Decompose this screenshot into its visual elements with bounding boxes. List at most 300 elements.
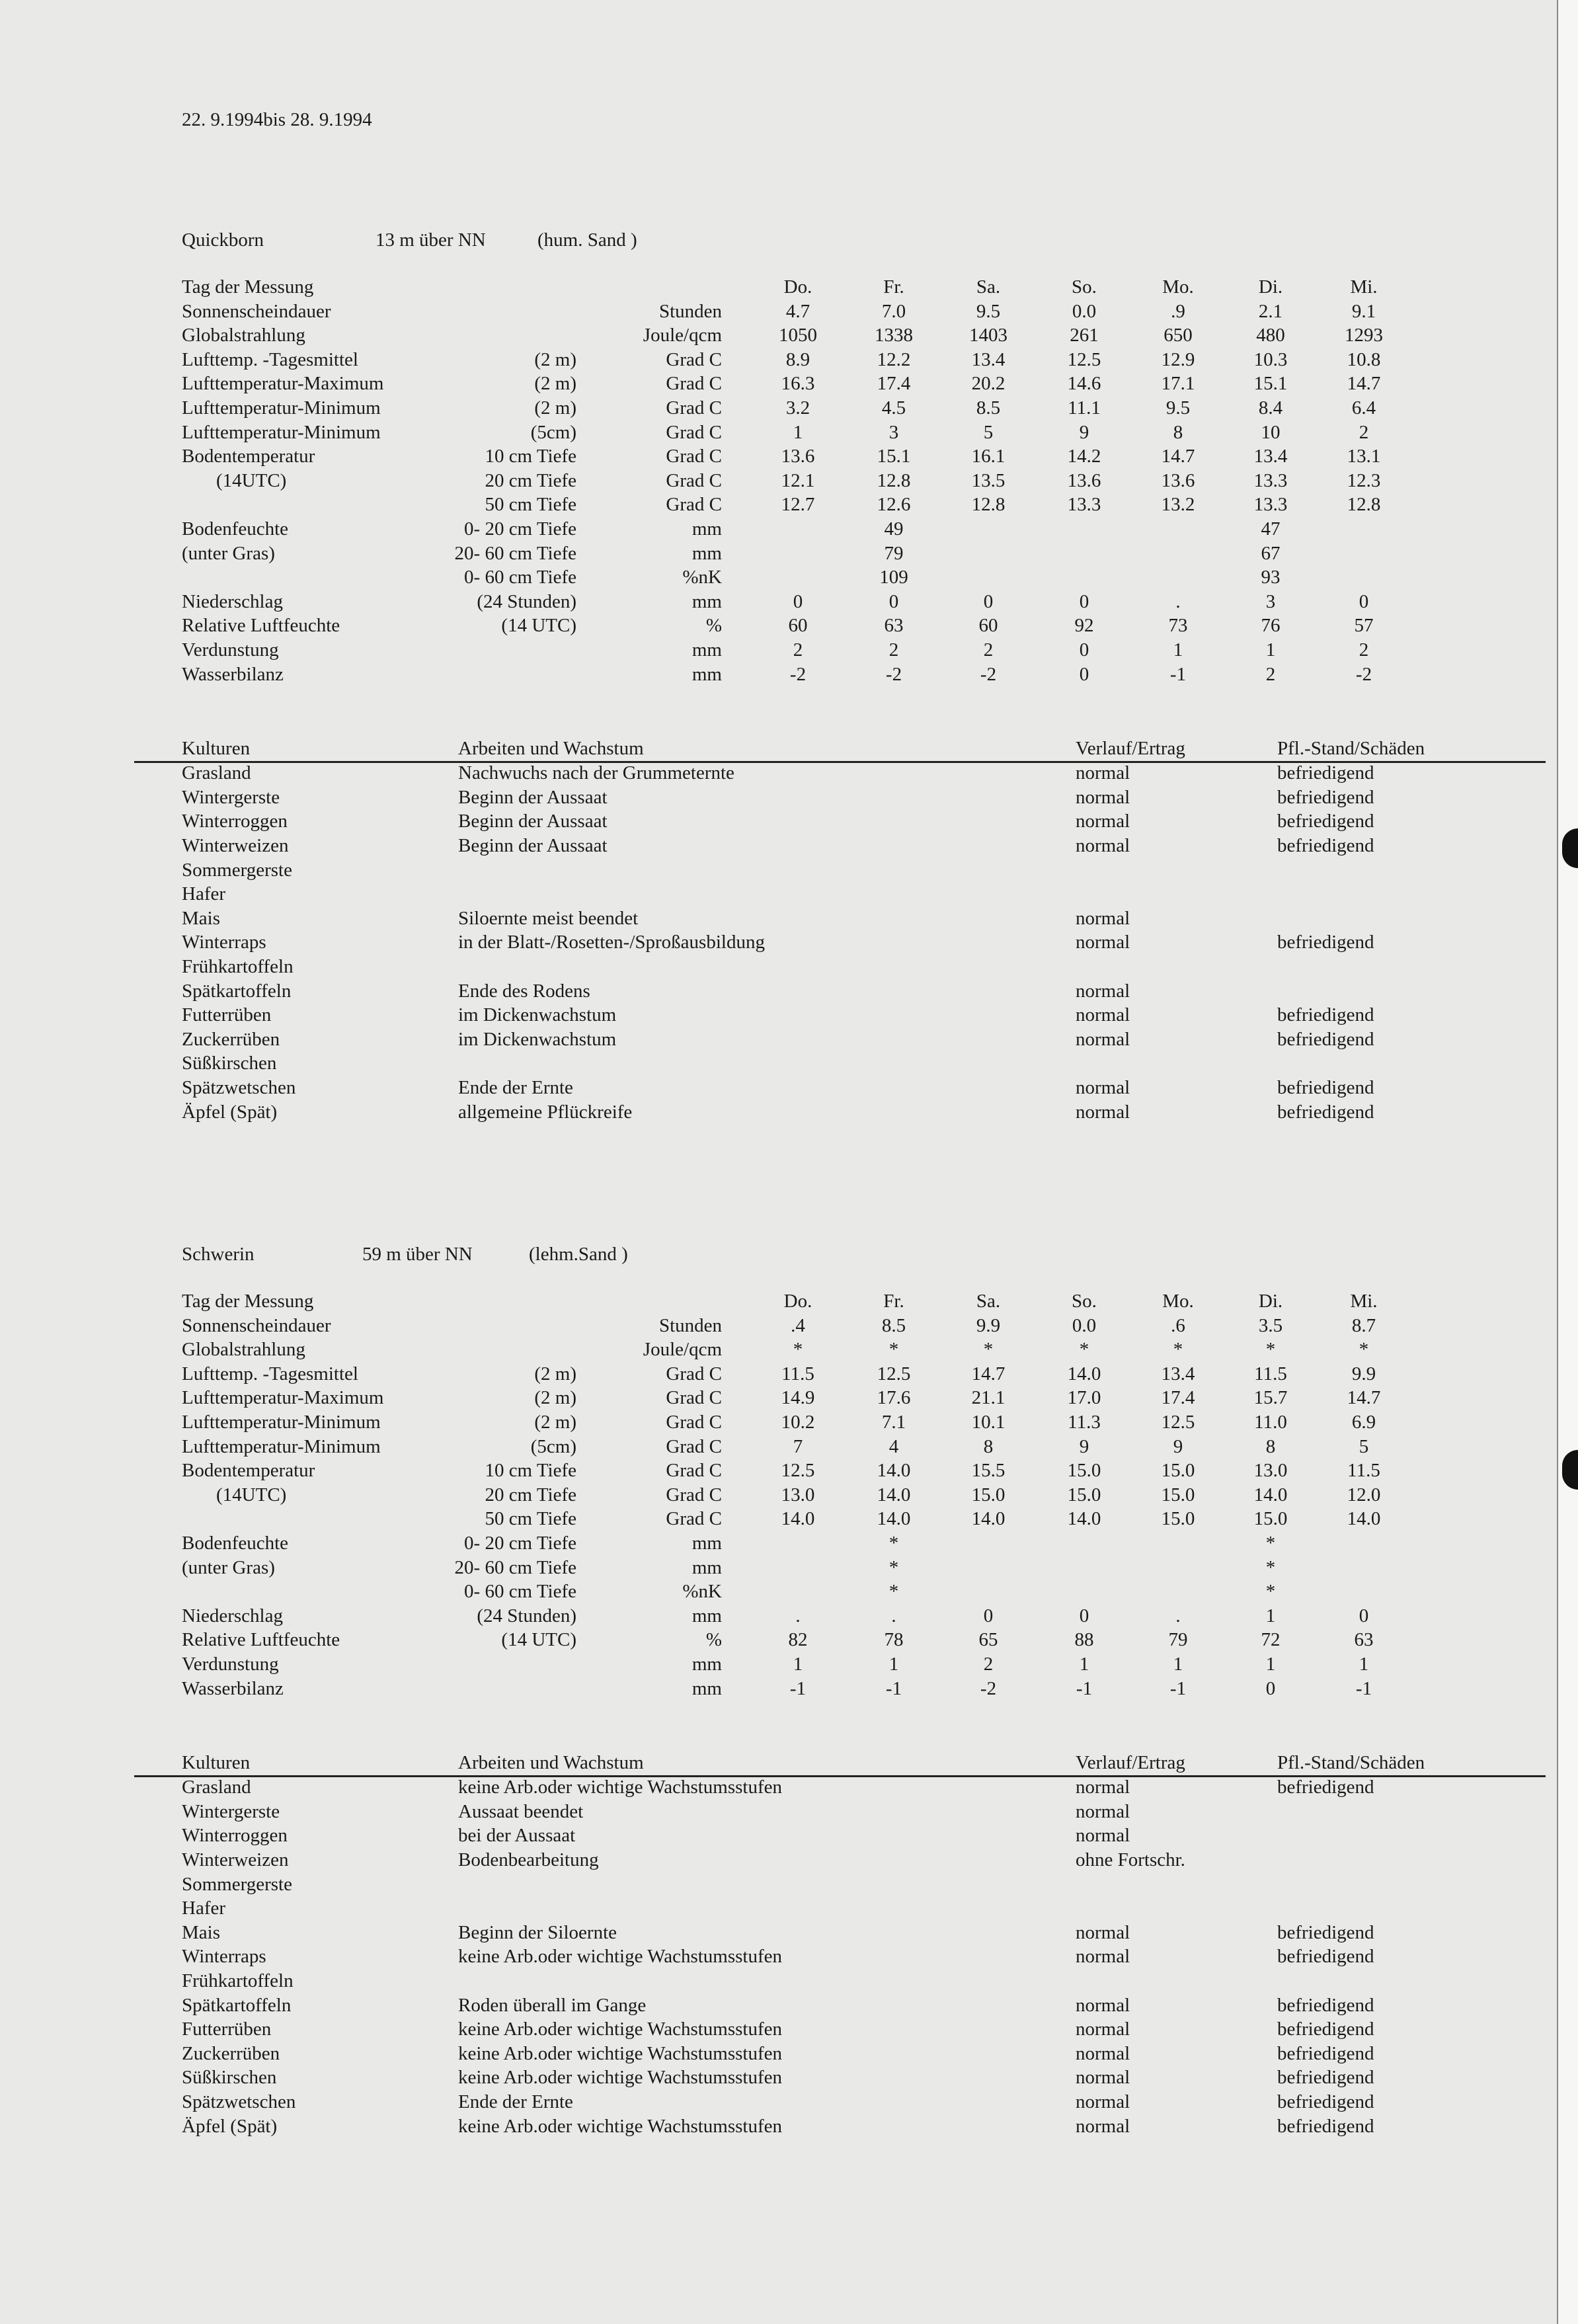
measure-value: 0 <box>983 590 994 612</box>
measure-value: -1 <box>789 1677 807 1699</box>
measure-value: 0 <box>1359 590 1369 612</box>
crop-condition: befriedigend <box>1277 811 1374 832</box>
measure-value: 9 <box>1079 1435 1089 1457</box>
measure-value: 79 <box>1168 1629 1188 1651</box>
measure-unit: %nK <box>682 567 722 588</box>
measure-qualifier: 10 cm Tiefe <box>485 1460 576 1482</box>
crop-progress: normal <box>1076 1004 1130 1026</box>
crop-activity: im Dickenwachstum <box>458 1028 617 1050</box>
crop-activity: keine Arb.oder wichtige Wachstumsstufen <box>458 2067 783 2089</box>
crop-name: Sommergerste <box>182 859 292 881</box>
measure-value: 1293 <box>1345 325 1383 346</box>
measure-value: 12.8 <box>971 494 1006 516</box>
measure-value: 9 <box>1173 1435 1183 1457</box>
measure-value: 16.3 <box>781 373 815 395</box>
measure-unit: Grad C <box>666 397 722 419</box>
measure-qualifier: 20 cm Tiefe <box>485 1484 576 1505</box>
station-soil: (hum. Sand ) <box>537 229 637 251</box>
measure-label: Tag der Messung <box>182 1291 314 1312</box>
measure-value: 1 <box>888 1654 899 1675</box>
measure-label: Niederschlag <box>182 590 283 612</box>
measure-value: 13.3 <box>1067 494 1101 516</box>
crop-col-header: Verlauf/Ertrag <box>1076 1752 1185 1774</box>
measure-label: Sonnenscheindauer <box>182 300 331 322</box>
measure-value: 9.5 <box>1165 397 1191 419</box>
crop-condition: befriedigend <box>1277 1101 1374 1123</box>
measure-value: 12.5 <box>1067 348 1101 370</box>
measure-unit: Grad C <box>666 446 722 467</box>
crop-activity: Ende der Ernte <box>458 2091 573 2112</box>
measure-value: 109 <box>879 567 908 588</box>
measure-value: -1 <box>885 1677 902 1699</box>
measure-unit: Joule/qcm <box>643 1339 722 1361</box>
day-header: So. <box>1072 1291 1097 1312</box>
measure-value: * <box>1265 1556 1276 1578</box>
crop-activity: in der Blatt-/Rosetten-/Sproßausbildung <box>458 932 765 953</box>
measure-label: Relative Luftfeuchte <box>182 615 340 637</box>
measure-value: 9.1 <box>1351 300 1376 322</box>
measure-value: 13.4 <box>971 348 1006 370</box>
day-header: Mi. <box>1350 276 1378 298</box>
measure-value: * <box>793 1339 803 1361</box>
measure-value: 2 <box>1359 421 1369 443</box>
measure-value: 15.0 <box>971 1484 1006 1505</box>
measure-value: 0 <box>1359 1605 1369 1626</box>
measure-value: 13.1 <box>1347 446 1381 467</box>
measure-label: Lufttemp. -Tagesmittel <box>182 348 358 370</box>
measure-value: 12.8 <box>877 469 911 491</box>
measure-value: 3 <box>888 421 899 443</box>
crop-condition: befriedigend <box>1277 2115 1374 2137</box>
measure-unit: % <box>705 615 722 637</box>
crop-activity: Beginn der Aussaat <box>458 811 608 832</box>
crop-name: Winterweizen <box>182 835 289 856</box>
measure-value: 12.6 <box>877 494 911 516</box>
measure-value: 14.9 <box>781 1387 815 1409</box>
measure-label: Lufttemperatur-Minimum <box>182 397 381 419</box>
measure-unit: Joule/qcm <box>643 325 722 346</box>
measure-value: 93 <box>1261 567 1281 588</box>
measure-value: 9.9 <box>1351 1363 1376 1384</box>
measure-value: 73 <box>1168 615 1188 637</box>
measure-value: 10.3 <box>1253 348 1288 370</box>
crop-condition: befriedigend <box>1277 1994 1374 2016</box>
crop-condition: befriedigend <box>1277 786 1374 808</box>
measure-qualifier: (2 m) <box>534 348 576 370</box>
measure-value: 2 <box>983 1654 994 1675</box>
measure-value: 11.3 <box>1068 1412 1101 1433</box>
station-elevation: 13 m über NN <box>375 229 486 251</box>
crop-progress: normal <box>1076 1800 1130 1822</box>
measure-qualifier: (2 m) <box>534 1363 576 1384</box>
measure-value: 4.7 <box>785 300 810 322</box>
measure-label: (unter Gras) <box>182 542 275 564</box>
crop-name: Winterraps <box>182 932 266 953</box>
measure-value: 0.0 <box>1072 1314 1097 1336</box>
measure-value: 13.3 <box>1253 469 1288 491</box>
station-name: Schwerin <box>182 1244 255 1265</box>
measure-value: .6 <box>1171 1314 1185 1336</box>
crop-name: Äpfel (Spät) <box>182 1101 278 1123</box>
measure-label: (unter Gras) <box>182 1556 275 1578</box>
measure-value: 15.0 <box>1067 1484 1101 1505</box>
measure-value: 13.6 <box>1161 469 1195 491</box>
measure-value: 6.9 <box>1351 1412 1376 1433</box>
measure-value: 1 <box>1173 1654 1183 1675</box>
crop-condition: befriedigend <box>1277 1077 1374 1098</box>
crop-name: Futterrüben <box>182 2019 272 2040</box>
crop-condition: befriedigend <box>1277 762 1374 784</box>
measure-value: 10 <box>1261 421 1281 443</box>
measure-value: 13.0 <box>1253 1460 1288 1482</box>
measure-value: 14.0 <box>1067 1363 1101 1384</box>
measure-value: 12.1 <box>781 469 815 491</box>
measure-unit: Grad C <box>666 1484 722 1505</box>
crop-progress: normal <box>1076 2091 1130 2112</box>
measure-value: 9.9 <box>976 1314 1001 1336</box>
measure-value: . <box>1175 590 1181 612</box>
measure-value: -1 <box>1076 1677 1093 1699</box>
measure-value: 14.0 <box>1067 1508 1101 1530</box>
measure-label: Lufttemperatur-Maximum <box>182 1387 384 1409</box>
measure-unit: mm <box>691 639 722 661</box>
day-header: Di. <box>1258 276 1283 298</box>
crop-condition: befriedigend <box>1277 2091 1374 2112</box>
crop-activity: Siloernte meist beendet <box>458 907 639 929</box>
crop-condition: befriedigend <box>1277 2067 1374 2089</box>
crop-progress: normal <box>1076 1077 1130 1098</box>
measure-unit: Grad C <box>666 348 722 370</box>
measure-qualifier: 0- 60 cm Tiefe <box>464 567 576 588</box>
crop-name: Spätkartoffeln <box>182 980 292 1002</box>
measure-label: Bodenfeuchte <box>182 518 289 540</box>
crop-progress: normal <box>1076 1777 1130 1798</box>
crop-progress: normal <box>1076 786 1130 808</box>
measure-value: 72 <box>1261 1629 1281 1651</box>
crop-name: Wintergerste <box>182 786 280 808</box>
measure-value: 11.1 <box>1068 397 1101 419</box>
crop-condition: befriedigend <box>1277 1921 1374 1943</box>
crop-name: Frühkartoffeln <box>182 1970 294 1991</box>
crop-name: Äpfel (Spät) <box>182 2115 278 2137</box>
measure-value: 14.7 <box>1347 373 1381 395</box>
measure-label: Bodentemperatur <box>182 1460 315 1482</box>
measure-value: -2 <box>980 1677 997 1699</box>
day-header: Sa. <box>976 276 1001 298</box>
measure-qualifier: (2 m) <box>534 373 576 395</box>
measure-value: 15.0 <box>1161 1508 1195 1530</box>
measure-unit: % <box>705 1629 722 1651</box>
measure-value: 11.5 <box>1347 1460 1380 1482</box>
station-elevation: 59 m über NN <box>362 1244 473 1265</box>
crop-activity: keine Arb.oder wichtige Wachstumsstufen <box>458 1946 783 1968</box>
measure-qualifier: 50 cm Tiefe <box>485 494 576 516</box>
measure-value: 14.6 <box>1067 373 1101 395</box>
measure-value: 0 <box>1079 663 1089 685</box>
measure-value: -2 <box>1355 663 1372 685</box>
measure-unit: mm <box>691 1677 722 1699</box>
measure-value: 12.9 <box>1161 348 1195 370</box>
crop-activity: Roden überall im Gange <box>458 1994 647 2016</box>
measure-value: 60 <box>788 615 808 637</box>
measure-value: 1403 <box>969 325 1007 346</box>
measure-value: 14.7 <box>971 1363 1006 1384</box>
measure-value: 0 <box>1079 639 1089 661</box>
crop-progress: normal <box>1076 1028 1130 1050</box>
measure-value: 1 <box>1173 639 1183 661</box>
crop-progress: normal <box>1076 980 1130 1002</box>
crop-condition: befriedigend <box>1277 932 1374 953</box>
measure-value: * <box>888 1556 899 1578</box>
crop-name: Grasland <box>182 1777 251 1798</box>
crop-name: Winterroggen <box>182 811 288 832</box>
measure-unit: mm <box>691 1556 722 1578</box>
crop-progress: normal <box>1076 762 1130 784</box>
measure-value: 11.0 <box>1254 1412 1287 1433</box>
measure-value: 12.8 <box>1347 494 1381 516</box>
measure-value: * <box>1079 1339 1089 1361</box>
measure-value: 17.4 <box>877 373 911 395</box>
crop-activity: Beginn der Siloernte <box>458 1921 617 1943</box>
measure-value: . <box>795 1605 801 1626</box>
measure-value: 12.2 <box>877 348 911 370</box>
crop-name: Winterroggen <box>182 1825 288 1847</box>
measure-value: 82 <box>788 1629 808 1651</box>
measure-value: 14.0 <box>971 1508 1006 1530</box>
crop-activity: Aussaat beendet <box>458 1800 584 1822</box>
measure-label: Relative Luftfeuchte <box>182 1629 340 1651</box>
measure-unit: Grad C <box>666 1363 722 1384</box>
crop-progress: normal <box>1076 932 1130 953</box>
measure-label: Wasserbilanz <box>182 1677 284 1699</box>
crop-name: Futterrüben <box>182 1004 272 1026</box>
measure-label: Sonnenscheindauer <box>182 1314 331 1336</box>
measure-value: 67 <box>1261 542 1281 564</box>
measure-unit: mm <box>691 1533 722 1554</box>
measure-value: 7 <box>793 1435 803 1457</box>
measure-unit: mm <box>691 542 722 564</box>
crop-progress: normal <box>1076 1946 1130 1968</box>
measure-value: 10.1 <box>971 1412 1006 1433</box>
measure-value: 14.0 <box>1253 1484 1288 1505</box>
measure-value: 13.0 <box>781 1484 815 1505</box>
station-name: Quickborn <box>182 229 264 251</box>
measure-label: Verdunstung <box>182 639 279 661</box>
measure-value: 9 <box>1079 421 1089 443</box>
measure-value: 88 <box>1074 1629 1094 1651</box>
measure-value: -1 <box>1169 663 1187 685</box>
crop-name: Süßkirschen <box>182 2067 277 2089</box>
measure-value: 13.2 <box>1161 494 1195 516</box>
measure-unit: mm <box>691 1605 722 1626</box>
crop-condition: befriedigend <box>1277 2019 1374 2040</box>
measure-value: 13.4 <box>1161 1363 1195 1384</box>
crop-activity: keine Arb.oder wichtige Wachstumsstufen <box>458 2042 783 2064</box>
measure-value: 15.7 <box>1253 1387 1288 1409</box>
measure-unit: Grad C <box>666 469 722 491</box>
measure-value: 0 <box>793 590 803 612</box>
crop-col-header: Kulturen <box>182 738 251 760</box>
crop-progress: normal <box>1076 1101 1130 1123</box>
station-soil: (lehm.Sand ) <box>529 1244 628 1265</box>
measure-value: 63 <box>884 615 904 637</box>
measure-value: 8.5 <box>976 397 1001 419</box>
crop-activity: keine Arb.oder wichtige Wachstumsstufen <box>458 2019 783 2040</box>
crop-name: Sommergerste <box>182 1873 292 1895</box>
measure-value: . <box>1175 1605 1181 1626</box>
measure-value: 0 <box>1265 1677 1276 1699</box>
measure-value: 11.5 <box>781 1363 814 1384</box>
crop-col-header: Arbeiten und Wachstum <box>458 738 644 760</box>
measure-value: 49 <box>884 518 904 540</box>
measure-value: -2 <box>885 663 902 685</box>
measure-value: 63 <box>1354 1629 1374 1651</box>
day-header: Mo. <box>1162 276 1194 298</box>
measure-value: 8.9 <box>785 348 810 370</box>
measure-value: 17.0 <box>1067 1387 1101 1409</box>
measure-value: 8.4 <box>1258 397 1283 419</box>
crop-progress: normal <box>1076 2042 1130 2064</box>
measure-label: Lufttemperatur-Minimum <box>182 421 381 443</box>
crop-progress: normal <box>1076 907 1130 929</box>
crop-progress: normal <box>1076 1994 1130 2016</box>
measure-value: 14.0 <box>877 1460 911 1482</box>
crop-name: Winterraps <box>182 1946 266 1968</box>
measure-qualifier: 0- 60 cm Tiefe <box>464 1581 576 1603</box>
crop-activity: Nachwuchs nach der Grummeternte <box>458 762 734 784</box>
day-header: Do. <box>783 1291 812 1312</box>
measure-qualifier: 10 cm Tiefe <box>485 446 576 467</box>
measure-value: 12.5 <box>781 1460 815 1482</box>
measure-value: 261 <box>1070 325 1099 346</box>
crop-activity: keine Arb.oder wichtige Wachstumsstufen <box>458 1777 783 1798</box>
crop-condition: befriedigend <box>1277 2042 1374 2064</box>
measure-label: Verdunstung <box>182 1654 279 1675</box>
measure-value: 60 <box>978 615 998 637</box>
crop-progress: ohne Fortschr. <box>1076 1849 1185 1870</box>
measure-value: 17.4 <box>1161 1387 1195 1409</box>
measure-value: 14.0 <box>781 1508 815 1530</box>
measure-unit: Grad C <box>666 1412 722 1433</box>
measure-unit: mm <box>691 1654 722 1675</box>
measure-value: 1338 <box>875 325 913 346</box>
crop-name: Süßkirschen <box>182 1053 277 1074</box>
measure-value: 12.5 <box>877 1363 911 1384</box>
measure-unit: Grad C <box>666 373 722 395</box>
measure-value: 8 <box>983 1435 994 1457</box>
measure-value: 3 <box>1265 590 1276 612</box>
crop-activity: allgemeine Pflückreife <box>458 1101 633 1123</box>
measure-value: 57 <box>1354 615 1374 637</box>
measure-value: 92 <box>1074 615 1094 637</box>
crop-activity: keine Arb.oder wichtige Wachstumsstufen <box>458 2115 783 2137</box>
crop-name: Hafer <box>182 883 226 905</box>
crop-progress: normal <box>1076 2067 1130 2089</box>
measure-value: 14.2 <box>1067 446 1101 467</box>
measure-value: 21.1 <box>971 1387 1006 1409</box>
measure-value: 15.0 <box>1161 1460 1195 1482</box>
measure-value: 6.4 <box>1351 397 1376 419</box>
measure-value: 12.0 <box>1347 1484 1381 1505</box>
measure-qualifier: (2 m) <box>534 1387 576 1409</box>
measure-value: 13.6 <box>1067 469 1101 491</box>
measure-value: 5 <box>983 421 994 443</box>
measure-value: 1 <box>1079 1654 1089 1675</box>
crop-progress: normal <box>1076 811 1130 832</box>
measure-label: Globalstrahlung <box>182 1339 305 1361</box>
measure-value: 14.7 <box>1347 1387 1381 1409</box>
measure-value: * <box>888 1581 899 1603</box>
measure-value: 480 <box>1256 325 1285 346</box>
crop-condition: befriedigend <box>1277 1946 1374 1968</box>
crop-condition: befriedigend <box>1277 1004 1374 1026</box>
page-edge <box>1557 0 1578 2324</box>
measure-value: 0 <box>888 590 899 612</box>
crop-activity: bei der Aussaat <box>458 1825 576 1847</box>
measure-qualifier: (24 Stunden) <box>477 1605 576 1626</box>
measure-qualifier: (2 m) <box>534 397 576 419</box>
measure-value: * <box>888 1533 899 1554</box>
measure-value: -2 <box>980 663 997 685</box>
measure-value: -2 <box>789 663 807 685</box>
measure-value: 16.1 <box>971 446 1006 467</box>
measure-unit: Grad C <box>666 1435 722 1457</box>
measure-qualifier: (24 Stunden) <box>477 590 576 612</box>
crop-progress: normal <box>1076 2019 1130 2040</box>
crop-name: Zuckerrüben <box>182 2042 280 2064</box>
day-header: Mo. <box>1162 1291 1194 1312</box>
measure-value: 7.1 <box>881 1412 906 1433</box>
measure-value: 13.5 <box>971 469 1006 491</box>
measure-label: Lufttemperatur-Minimum <box>182 1435 381 1457</box>
measure-label: Wasserbilanz <box>182 663 284 685</box>
measure-value: 0.0 <box>1072 300 1097 322</box>
measure-label: Globalstrahlung <box>182 325 305 346</box>
measure-unit: %nK <box>682 1581 722 1603</box>
crop-col-header: Arbeiten und Wachstum <box>458 1752 644 1774</box>
measure-value: 78 <box>884 1629 904 1651</box>
measure-value: 20.2 <box>971 373 1006 395</box>
measure-value: 11.5 <box>1254 1363 1287 1384</box>
measure-unit: Stunden <box>658 300 722 322</box>
measure-qualifier: (2 m) <box>534 1412 576 1433</box>
crop-col-header: Kulturen <box>182 1752 251 1774</box>
measure-unit: Grad C <box>666 421 722 443</box>
measure-value: .9 <box>1171 300 1185 322</box>
crop-col-header: Pfl.-Stand/Schäden <box>1277 1752 1425 1774</box>
crop-progress: normal <box>1076 2115 1130 2137</box>
measure-unit: mm <box>691 518 722 540</box>
measure-value: 15.0 <box>1253 1508 1288 1530</box>
measure-value: 14.7 <box>1161 446 1195 467</box>
measure-value: 10.2 <box>781 1412 815 1433</box>
crop-activity: Beginn der Aussaat <box>458 835 608 856</box>
crop-condition: befriedigend <box>1277 1777 1374 1798</box>
measure-qualifier: (14 UTC) <box>501 615 576 637</box>
measure-qualifier: (14 UTC) <box>501 1629 576 1651</box>
measure-value: * <box>1265 1533 1276 1554</box>
measure-value: 13.6 <box>781 446 815 467</box>
measure-value: 8 <box>1173 421 1183 443</box>
measure-value: 13.3 <box>1253 494 1288 516</box>
crop-activity: Beginn der Aussaat <box>458 786 608 808</box>
measure-value: 17.6 <box>877 1387 911 1409</box>
measure-unit: Grad C <box>666 1508 722 1530</box>
crop-activity: Bodenbearbeitung <box>458 1849 599 1870</box>
measure-value: 4 <box>888 1435 899 1457</box>
crop-col-header: Verlauf/Ertrag <box>1076 738 1185 760</box>
measure-value: 15.0 <box>1067 1460 1101 1482</box>
